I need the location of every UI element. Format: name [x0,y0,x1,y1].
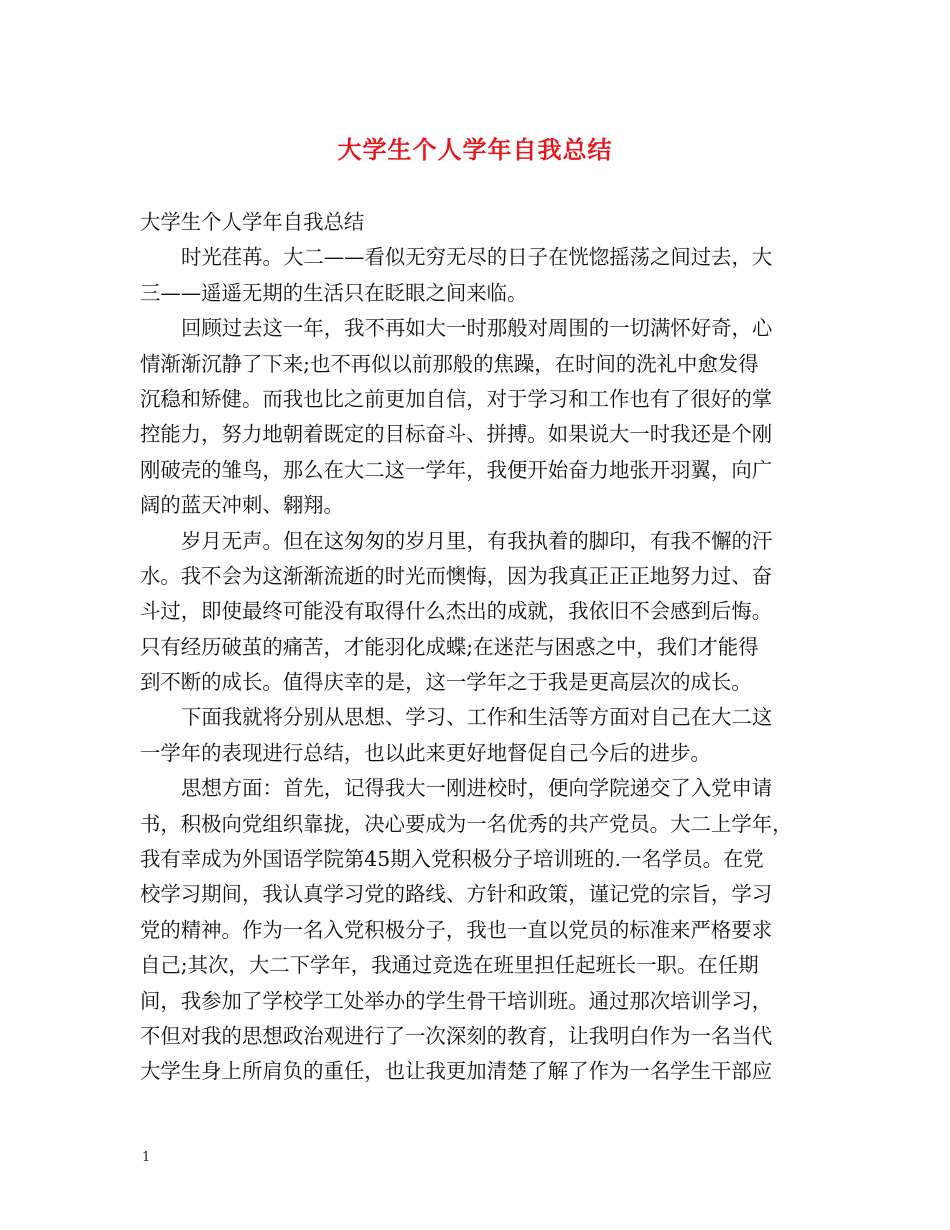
body-line: 党的精神。作为一名入党积极分子，我也一直以党员的标准来严格要求 [140,917,773,942]
body-line: 沉稳和矫健。而我也比之前更加自信，对于学习和工作也有了很好的掌 [140,386,773,411]
document-body [140,205,820,1090]
body-line: 书，积极向党组织靠拢，决心要成为一名优秀的共产党员。大二上学年， [140,811,793,836]
body-line: 大学生身上所肩负的重任，也让我更加清楚了解了作为一名学生干部应 [140,1059,773,1084]
body-line: 到不断的成长。值得庆幸的是，这一学年之于我是更高层次的成长。 [140,670,752,695]
body-line: 时光荏苒。大二——看似无穷无尽的日子在恍惚摇荡之间过去，大 [181,245,773,270]
body-line: 思想方面：首先，记得我大一刚进校时，便向学院递交了入党申请 [181,776,773,801]
body-line: 斗过，即使最终可能没有取得什么杰出的成就，我依旧不会感到后悔。 [140,599,773,624]
body-line: 只有经历破茧的痛苦，才能羽化成蝶;在迷茫与困惑之中，我们才能得 [140,634,759,659]
page-number: 1 [142,1150,151,1165]
body-line: 大学生个人学年自我总结 [140,210,365,234]
body-line: 间，我参加了学校学工处举办的学生骨干培训班。通过那次培训学习， [140,988,773,1013]
body-line: 刚破壳的雏鸟，那么在大二这一学年，我便开始奋力地张开羽翼，向广 [140,457,773,482]
document-title: 大学生个人学年自我总结 [337,136,613,164]
body-line: 不但对我的思想政治观进行了一次深刻的教育，让我明白作为一名当代 [140,1023,773,1048]
body-line: 一学年的表现进行总结，也以此来更好地督促自己今后的进步。 [140,740,711,765]
body-line: 下面我就将分别从思想、学习、工作和生活等方面对自己在大二这 [181,705,773,730]
body-line: 情渐渐沉静了下来;也不再似以前那般的焦躁，在时间的洗礼中愈发得 [140,351,759,376]
body-line: 自己;其次，大二下学年，我通过竞选在班里担任起班长一职。在任期 [140,953,759,978]
body-line: 校学习期间，我认真学习党的路线、方针和政策，谨记党的宗旨，学习 [140,882,773,907]
body-line: 控能力，努力地朝着既定的目标奋斗、拼搏。如果说大一时我还是个刚 [140,422,773,447]
body-line: 回顾过去这一年，我不再如大一时那般对周围的一切满怀好奇，心 [181,316,773,341]
body-line: 水。我不会为这渐渐流逝的时光而懊悔，因为我真正正正地努力过、奋 [140,563,773,588]
body-line: 我有幸成为外国语学院第45期入党积极分子培训班的.一名学员。在党 [140,847,764,872]
body-line: 三——遥遥无期的生活只在眨眼之间来临。 [140,280,528,305]
body-line: 岁月无声。但在这匆匆的岁月里，有我执着的脚印，有我不懈的汗 [181,528,773,553]
body-line: 阔的蓝天冲刺、翱翔。 [140,493,344,518]
